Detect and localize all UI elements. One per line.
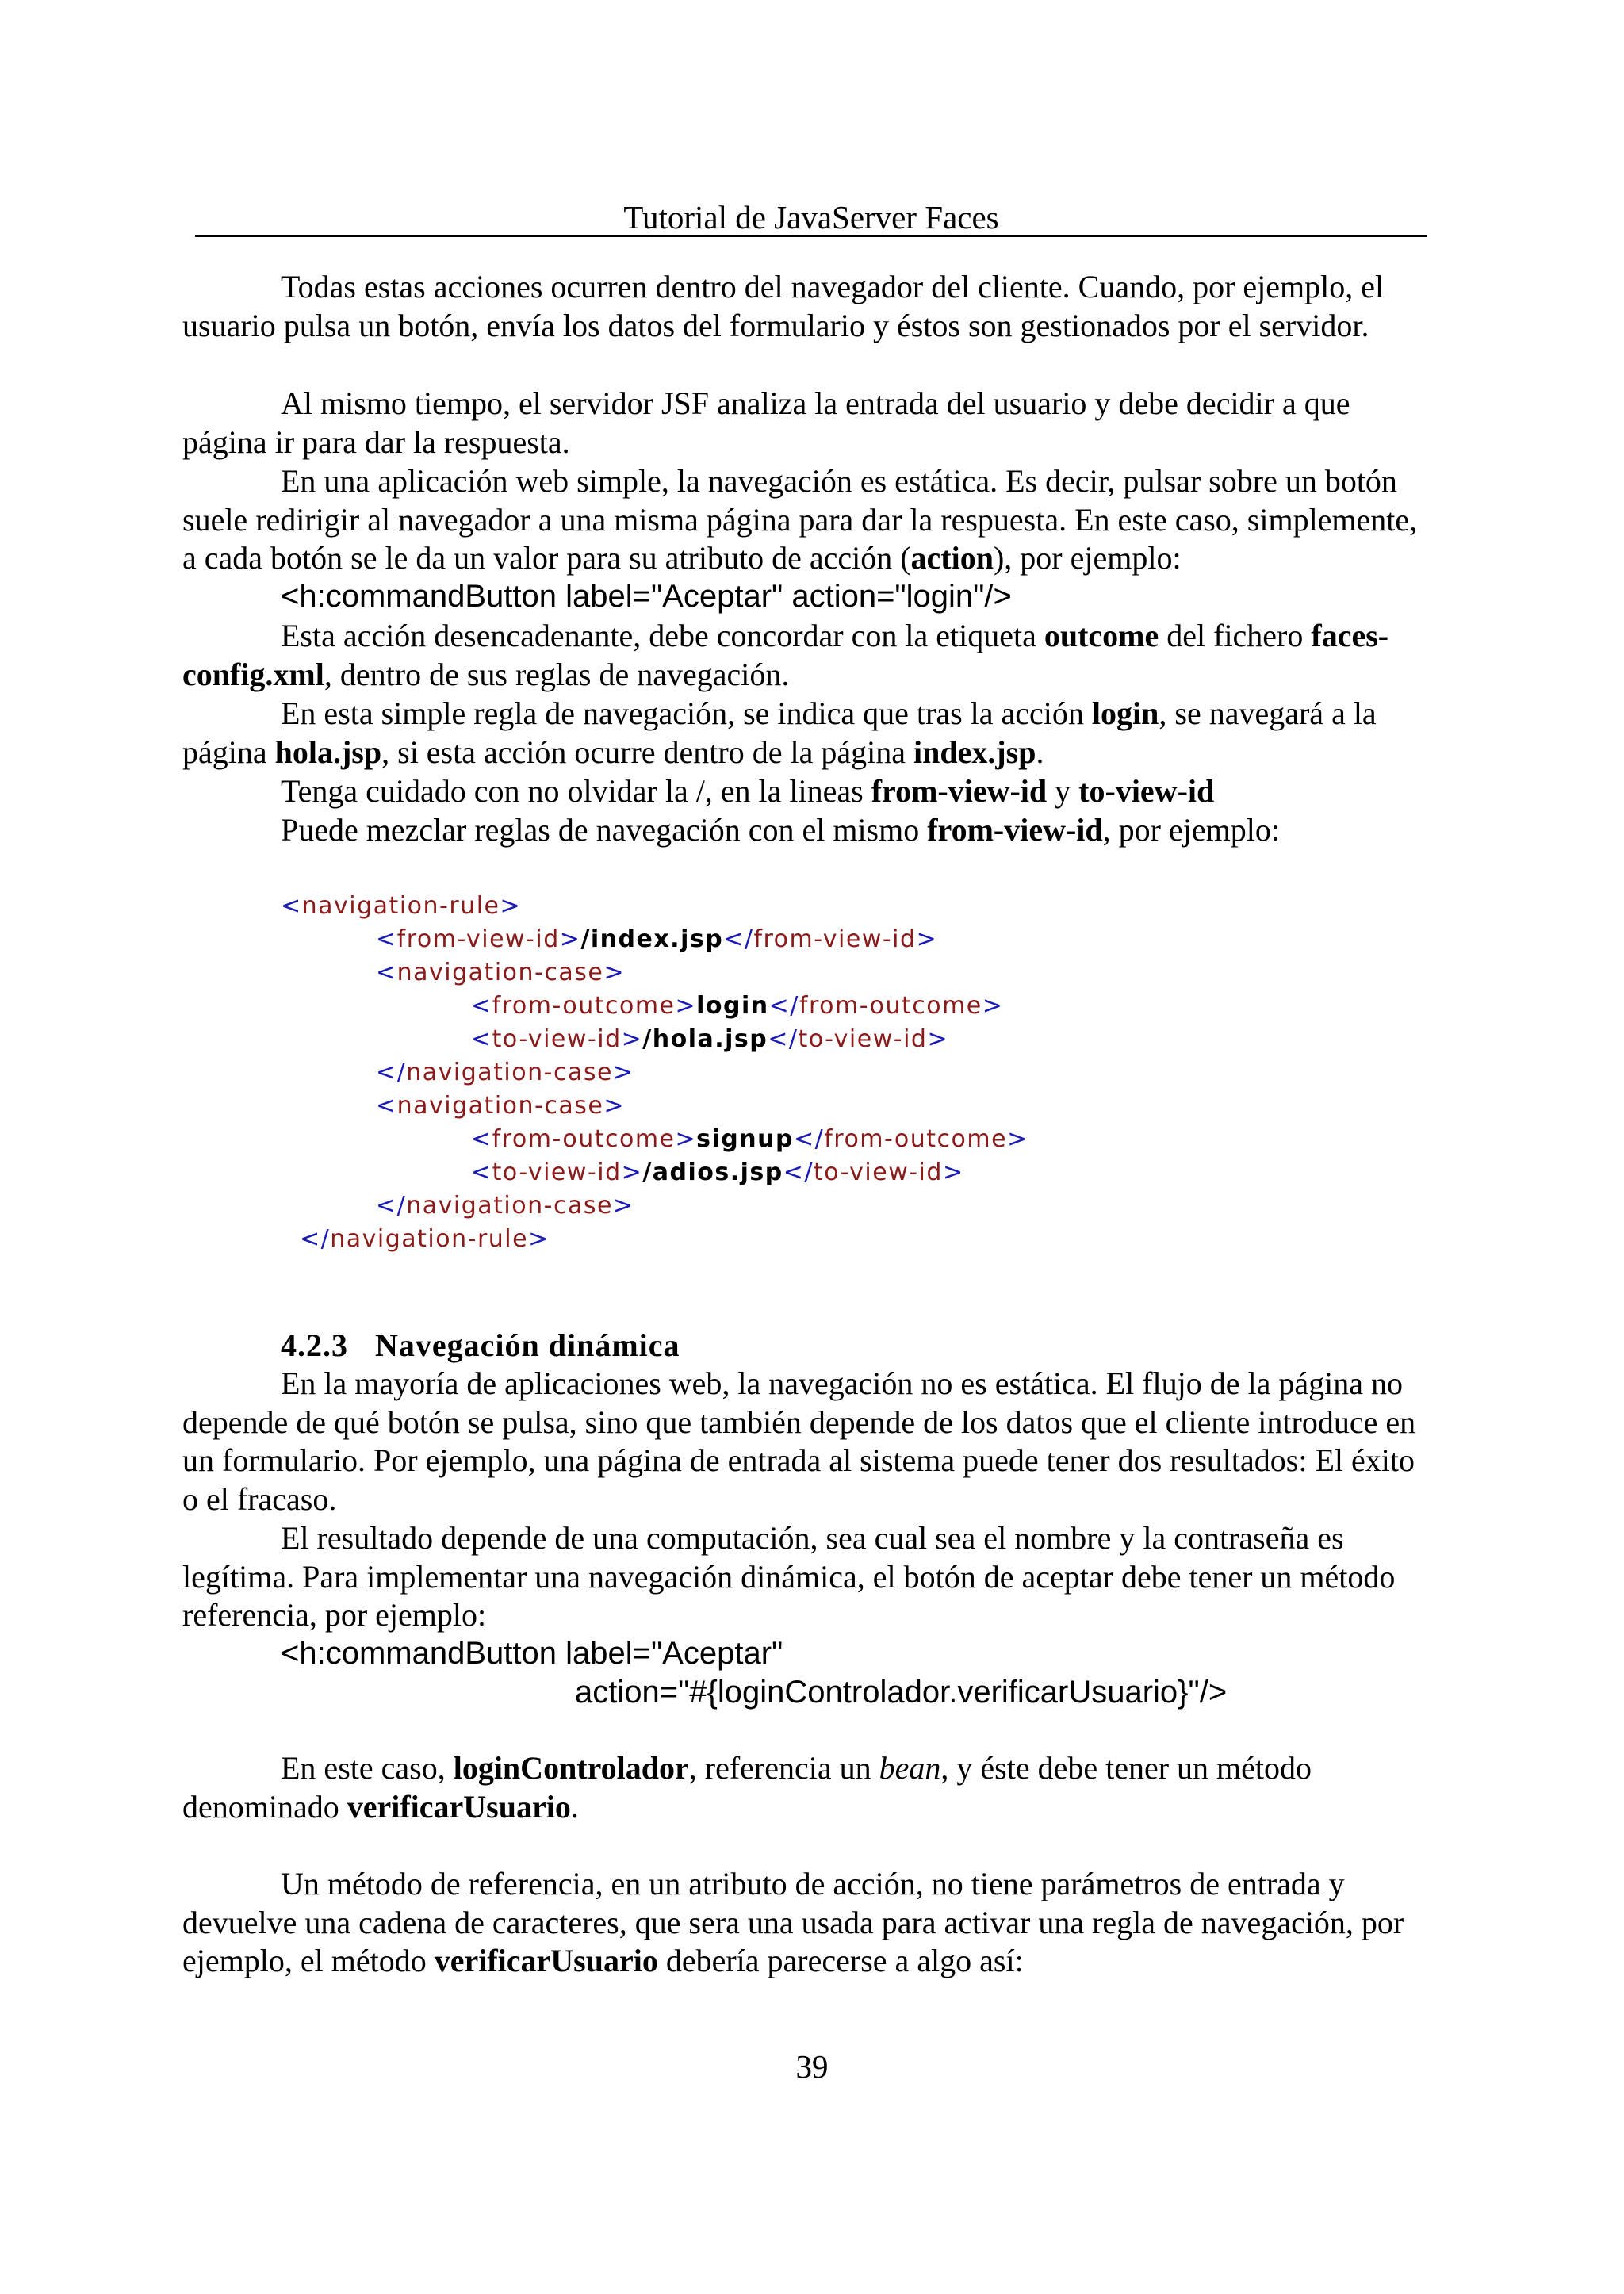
code-example-2-line-2: action="#{loginControlador.verificarUsuario}"/> (575, 1675, 1228, 1710)
header-rule (195, 235, 1427, 237)
xml-line: <navigation-case> (376, 1092, 625, 1120)
paragraph-outcome: Esta acción desencadenante, debe concordar con la etiqueta outcome del fichero faces-config.xml, dentro de sus reglas de navegación. (182, 618, 1389, 692)
paragraph-rule-explanation: En esta simple regla de navegación, se indica que tras la acción login, se navegará a la página hola.jsp, si esta acción ocurre dentro de la página index.jsp. (182, 695, 1377, 770)
running-header: Tutorial de JavaServer Faces (623, 199, 999, 236)
xml-line: <to-view-id>/adios.jsp</to-view-id> (471, 1158, 964, 1186)
intro-paragraph-3: En una aplicación web simple, la navegación es estática. Es decir, pulsar sobre un botón suele redirigir al navegador a una misma página para dar la respuesta. En este caso, simplemente, a cada botón se le da un valor para su atributo de acción (action), por ejemplo: (182, 463, 1418, 576)
code-example-2-line-1: <h:commandButton label="Aceptar" (281, 1636, 783, 1671)
intro-paragraph-2: Al mismo tiempo, el servidor JSF analiza la entrada del usuario y debe decidir a que página ir para dar la respuesta. (182, 385, 1350, 460)
xml-line: <to-view-id>/hola.jsp</to-view-id> (471, 1025, 949, 1053)
paragraph-mix-rules: Puede mezclar reglas de navegación con el mismo from-view-id, por ejemplo: (281, 812, 1280, 848)
xml-line: </navigation-case> (376, 1059, 634, 1086)
section-paragraph-4: Un método de referencia, en un atributo de acción, no tiene parámetros de entrada y devuelve una cadena de caracteres, que sera una usada para activar una regla de navegación, por ejemplo, el método verificarUsuario debería parecerse a algo así: (182, 1866, 1404, 1979)
xml-line: <from-outcome>signup</from-outcome> (471, 1125, 1028, 1153)
xml-line: </navigation-rule> (300, 1225, 550, 1253)
section-paragraph-3: En este caso, loginControlador, referencia un bean, y éste debe tener un método denominado verificarUsuario. (182, 1750, 1312, 1825)
xml-line: <navigation-case> (376, 959, 625, 986)
code-example-1: <h:commandButton label="Aceptar" action="login"/> (281, 579, 1012, 614)
xml-line: <from-outcome>login</from-outcome> (471, 992, 1004, 1020)
xml-line: <from-view-id>/index.jsp</from-view-id> (376, 925, 938, 953)
keyword-action: action (910, 540, 994, 576)
page-number: 39 (795, 2048, 829, 2085)
xml-line: </navigation-case> (376, 1192, 634, 1220)
paragraph-slash-warning: Tenga cuidado con no olvidar la /, en la lineas from-view-id y to-view-id (281, 773, 1215, 809)
intro-paragraph-1: Todas estas acciones ocurren dentro del navegador del cliente. Cuando, por ejemplo, el usuario pulsa un botón, envía los datos del formulario y éstos son gestionados por el servidor. (182, 269, 1385, 343)
xml-line: <navigation-rule> (281, 892, 522, 920)
section-paragraph-1: En la mayoría de aplicaciones web, la navegación no es estática. El flujo de la página no depende de qué botón se pulsa, sino que también depende de los datos que el cliente introduce en un formulario. Por ejemplo, una página de entrada al sistema puede tener dos resultados: El éxito o el fracaso. (182, 1365, 1416, 1517)
section-paragraph-2: El resultado depende de una computación, sea cual sea el nombre y la contraseña es legítima. Para implementar una navegación dinámica, el botón de aceptar debe tener un método referencia, por ejemplo: (182, 1520, 1396, 1633)
section-heading: 4.2.3 Navegación dinámica (281, 1327, 680, 1363)
